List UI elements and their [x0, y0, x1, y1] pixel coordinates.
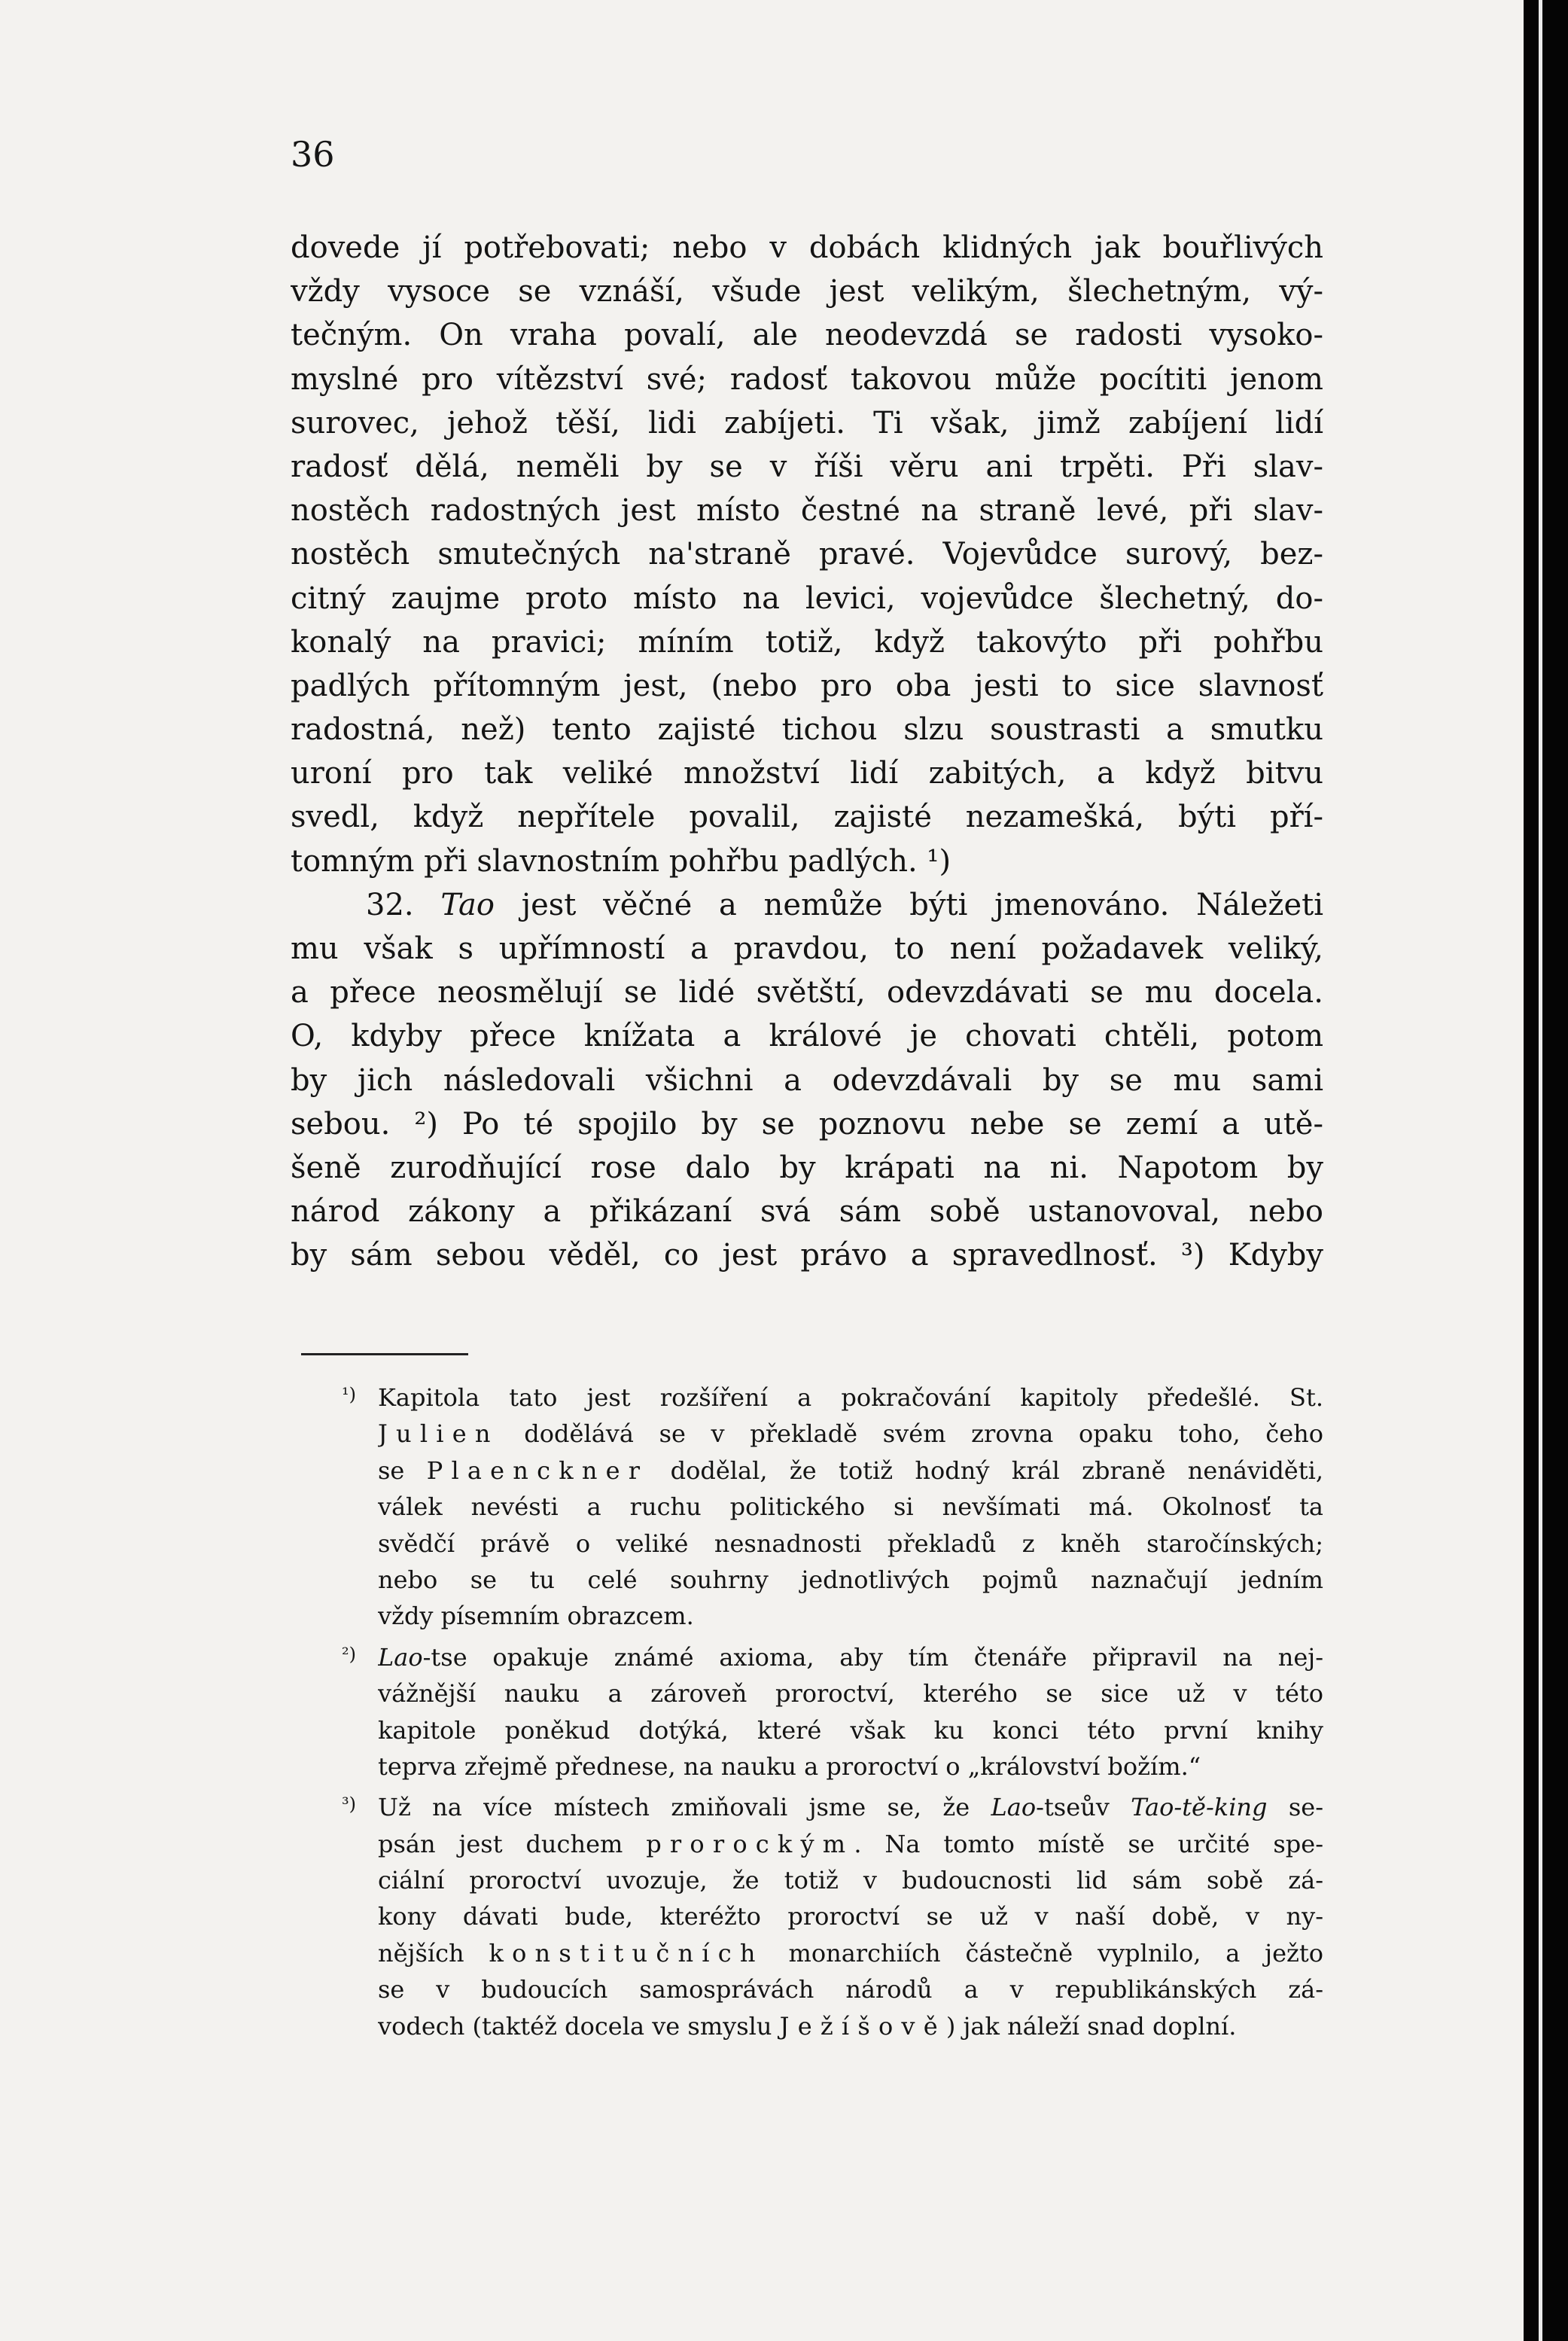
footnote-text: ) jak náleží snad doplní. — [945, 2011, 1237, 2041]
lao-term: Lao — [991, 1793, 1037, 1822]
section-first-line-rest: jest věčné a nemůže býti jmenováno. Náležeti — [494, 887, 1323, 922]
text-line: by sám sebou věděl, co jest právo a spravedlnosť. ³) Kdyby — [291, 1238, 1323, 1273]
footnote-text: psán jest duchem — [378, 1829, 647, 1858]
text-line: šeně zurodňující rose dalo by krápati na ni. Napotom by — [291, 1150, 1323, 1185]
text-line: a přece neosmělují se lidé světští, odevzdávati se mu docela. — [291, 975, 1323, 1010]
footnote-line — [378, 1826, 1323, 1862]
footnote-marker: ³) — [342, 1794, 356, 1815]
text-line: svedl, když nepřítele povalil, zajisté nezamešká, býti pří- — [291, 800, 1323, 835]
text-line: sebou. ²) Po té spojilo by se poznovu nebe se zemí a utě- — [291, 1106, 1323, 1142]
author-name: Julien — [378, 1419, 499, 1449]
footnote-3 — [331, 1789, 1323, 2044]
footnote-line: kony dávati bude, kteréžto proroctví se už v naší době, v ny- — [378, 1902, 1323, 1931]
footnote-line: Kapitola tato jest rozšíření a pokračování kapitoly předešlé. St. — [378, 1383, 1323, 1412]
footnote-line: nebo se tu celé souhrny jednotlivých pojmů naznačují jedním — [378, 1565, 1323, 1594]
footnote-line — [378, 1935, 1323, 1971]
footnote-text: vodech (taktéž docela ve smyslu — [378, 2011, 780, 2041]
footnote-line: kapitole poněkud dotýká, které však ku konci této první knihy — [378, 1715, 1323, 1745]
footnote-1 — [331, 1379, 1323, 1635]
footnote-line: vážnější nauku a zároveň proroctví, kterého se sice už v této — [378, 1679, 1323, 1709]
text-line: národ zákony a přikázaní svá sám sobě ustanovoval, nebo — [291, 1194, 1323, 1230]
footnote-marker: ¹) — [342, 1384, 356, 1405]
footnote-line — [378, 2008, 1323, 2044]
text-line: dovede jí potřebovati; nebo v dobách klidných jak bouřlivých — [291, 230, 1323, 265]
main-text — [291, 226, 1323, 1278]
scan-edge-line — [1539, 0, 1542, 2341]
footnote-text: dodělal, že totiž hodný král zbraně nenáviděti, — [648, 1456, 1323, 1485]
footnote-text: dodělává se v překladě svém zrovna opaku toho, čeho — [498, 1419, 1323, 1449]
footnote-2 — [331, 1639, 1323, 1785]
text-line: tečným. On vraha povalí, ale neodevzdá se radosti vysoko- — [291, 318, 1323, 353]
footnote-text: Už na více místech zmiňovali jsme se, že — [378, 1793, 991, 1822]
footnote-text: se — [378, 1456, 427, 1485]
footnote-text: nějších — [378, 1938, 489, 1968]
footnote-line: válek nevésti a ruchu politického si nevšímati má. Okolnosť ta — [378, 1492, 1323, 1522]
text-line: radostná, než) tento zajisté tichou slzu soustrasti a smutku — [291, 712, 1323, 748]
text-line: vždy vysoce se vznáší, všude jest velikým, šlechetným, vý- — [291, 274, 1323, 309]
footnote-line — [378, 1416, 1323, 1452]
text-line: tomným při slavnostním pohřbu padlých. ¹) — [291, 843, 951, 879]
emphasis-spaced: konstitučních — [489, 1938, 764, 1968]
footnote-line — [378, 1789, 1323, 1825]
text-line: nostěch smutečných na'straně pravé. Vojevůdce surový, bez- — [291, 537, 1323, 572]
section-32-first-line — [291, 883, 1323, 927]
book-title: Tao-tě-king — [1131, 1793, 1268, 1822]
footnote-line: se v budoucích samosprávách národů a v republikánských zá- — [378, 1975, 1323, 2004]
text-line: myslné pro vítězství své; radosť takovou může pocítiti jenom — [291, 361, 1323, 397]
footnote-text: -tse opakuje známé axioma, aby tím čtenáře připravil na nej- — [422, 1642, 1323, 1672]
footnote-line: teprva zřejmě přednese, na nauku a proroctví o „království božím.“ — [378, 1751, 1201, 1781]
footnote-text: monarchiích částečně vyplnilo, a ježto — [763, 1938, 1323, 1968]
footnote-divider — [301, 1353, 468, 1355]
footnote-line — [378, 1452, 1323, 1489]
footnote-text: . Na tomto místě se určité spe- — [854, 1829, 1323, 1858]
text-line: nostěch radostných jest místo čestné na straně levé, při slav- — [291, 493, 1323, 529]
text-line: by jich následovali všichni a odevzdávali by se mu sami — [291, 1062, 1323, 1098]
page-number: 36 — [291, 134, 335, 175]
text-line: radosť dělá, neměli by se v říši věru ani trpěti. Při slav- — [291, 449, 1323, 484]
footnote-line — [378, 1639, 1323, 1675]
footnote-text: -tseův — [1036, 1793, 1131, 1822]
section-tao-term: Tao — [440, 887, 495, 922]
footnote-line: vždy písemním obrazcem. — [378, 1602, 694, 1631]
lao-term: Lao — [378, 1642, 423, 1672]
author-name: Plaenckner — [426, 1456, 649, 1485]
footnote-marker: ²) — [342, 1643, 356, 1665]
text-line: padlých přítomným jest, (nebo pro oba jesti to sice slavnosť — [291, 668, 1323, 703]
text-line: uroní pro tak veliké množství lidí zabitých, a když bitvu — [291, 756, 1323, 791]
section-number: 32. — [366, 887, 414, 922]
footnote-text: se- — [1267, 1793, 1323, 1822]
footnote-line: svědčí právě o veliké nesnadnosti překladů z kněh staročínských; — [378, 1529, 1323, 1558]
footnotes — [331, 1379, 1323, 2049]
text-line: O, kdyby přece knížata a králové je chovati chtěli, potom — [291, 1019, 1323, 1054]
emphasis-spaced: prorockým — [646, 1829, 854, 1858]
text-line: mu však s upřímností a pravdou, to není požadavek veliký, — [291, 931, 1323, 966]
text-line: citný zaujme proto místo na levici, vojevůdce šlechetný, do- — [291, 581, 1323, 616]
footnote-line: ciální proroctví uvozuje, že totiž v budoucnosti lid sám sobě zá- — [378, 1866, 1323, 1895]
scan-edge — [1524, 0, 1568, 2341]
emphasis-spaced: Ježíšově — [779, 2011, 946, 2041]
text-line: surovec, jehož těší, lidi zabíjeti. Ti však, jimž zabíjení lidí — [291, 405, 1323, 440]
text-line: konalý na pravici; míním totiž, když takovýto při pohřbu — [291, 624, 1323, 660]
